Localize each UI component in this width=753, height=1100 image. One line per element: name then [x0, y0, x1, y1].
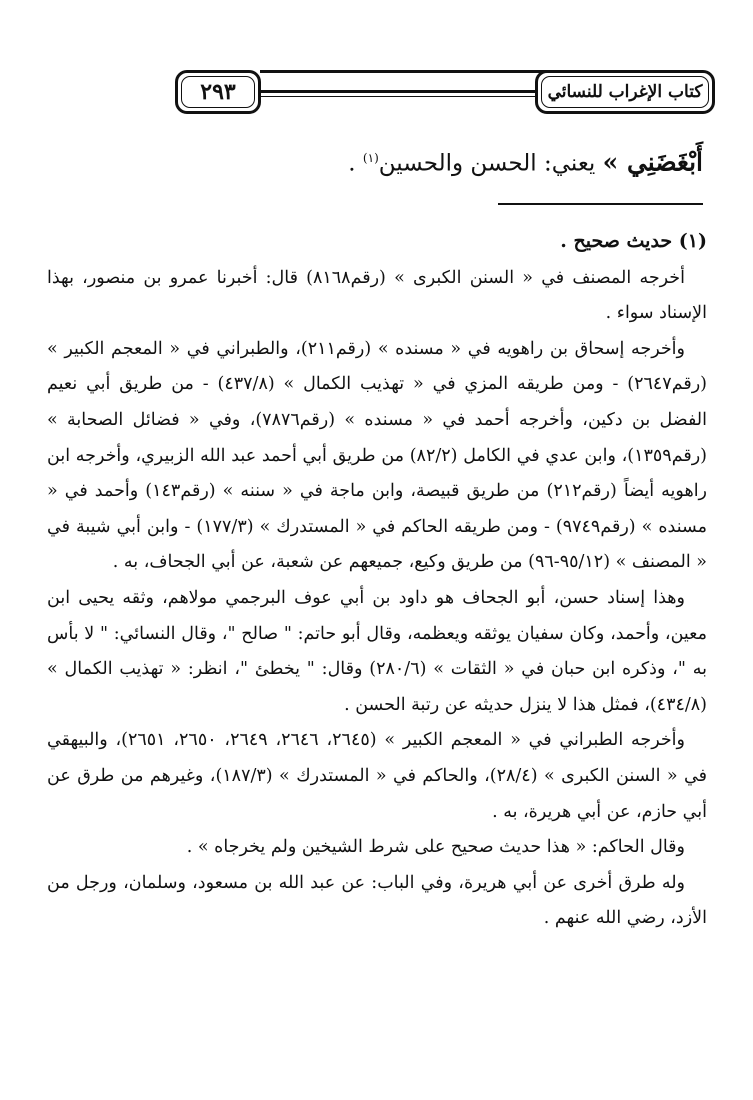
footnote-paragraph: وأخرجه الطبراني في « المعجم الكبير » (٢٦٤٥، ٢٦٤٦، ٢٦٤٩، ٢٦٥٠، ٢٦٥١)، والبيهقي في « السنن الكبرى » (٢٨/٤)، والحاكم في « المستدرك » (١٨٧/٣)، وغيرهم من طرق عن أبي حازم، عن أبي هريرة، به .	[47, 730, 708, 822]
footnote-paragraph: أخرجه المصنف في « السنن الكبرى » (رقم٨١٦٨) قال: أخبرنا عمرو بن منصور، بهذا الإسناد سواء .	[47, 267, 707, 324]
book-title-box	[535, 70, 715, 114]
page-number-box	[175, 70, 261, 114]
footnotes-section	[47, 224, 707, 937]
footnote-paragraph: وقال الحاكم: « هذا حديث صحيح على شرط الشيخين ولم يخرجاه » .	[186, 837, 685, 858]
footnote-separator	[498, 203, 703, 205]
footnote-paragraph: وله طرق أخرى عن أبي هريرة، وفي الباب: عن عبد الله بن مسعود، وسلمان، ورجل من الأزد، رضي الله عنهم .	[47, 872, 707, 929]
main-bold-word: أَبْغَضَنِي »	[602, 147, 703, 177]
footnote-paragraph: وهذا إسناد حسن، أبو الجحاف هو داود بن أبي عوف البرجمي مولاهم، وثقه يحيى ابن معين، وأحمد، وكان سفيان يوثقه ويعظمه، وقال أبو حاتم: " صالح "، وقال النسائي: " لا بأس به "، وذكره ابن حبان في « الثقات » (٢٨٠/٦) وقال: " يخطئ "، انظر: « تهذيب الكمال » (٤٣٤/٨)، فمثل هذا لا ينزل حديثه عن رتبة الحسن .	[47, 587, 707, 715]
main-text: يعني: الحسن والحسين	[378, 150, 603, 177]
footnote-marker: (١)	[362, 151, 379, 165]
footnote-heading: (١) حديث صحيح .	[560, 230, 707, 252]
page-number: ٢٩٣	[200, 79, 236, 105]
main-text-line	[43, 138, 703, 184]
book-title: كتاب الإغراب للنسائي	[547, 82, 703, 102]
footnote-paragraph: وأخرجه إسحاق بن راهويه في « مسنده » (رقم٢١١)، والطبراني في « المعجم الكبير » (رقم٢٦٤٧) - ومن طريقه المزي في « تهذيب الكمال » (٤٣٧/٨) - من طريق أبي نعيم الفضل بن دكين، وأخرجه أحمد في « مسنده » (رقم٧٨٧٦)، وفي « فضائل الصحابة » (رقم١٣٥٩)، وابن عدي في الكامل (٨٢/٢) من طريق أبي أحمد عبد الله الزبيري، وأخرجه ابن راهويه أيضاً (رقم٢١٢) من طريق قبيصة، وابن ماجة في « سننه » (رقم١٤٣) وأحمد في « مسنده » (رقم٩٧٤٩) - ومن طريقه الحاكم في « المستدرك » (١٧٧/٣) - وابن أبي شيبة في « المصنف » (٩٥/١٢-٩٦) من طريق وكيع، جميعهم عن شعبة، عن أبي الجحاف، به .	[47, 338, 708, 573]
main-end: .	[348, 150, 363, 177]
page-header	[175, 70, 715, 118]
